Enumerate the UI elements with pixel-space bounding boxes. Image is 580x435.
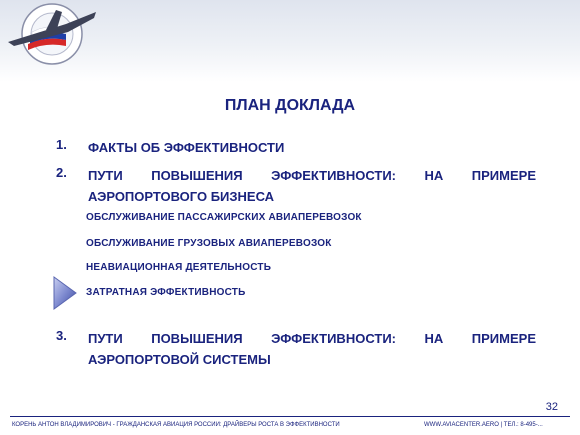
agenda-item-2 — [56, 165, 536, 209]
slide-title: ПЛАН ДОКЛАДА — [224, 97, 356, 114]
agenda-item-1 — [56, 137, 536, 159]
subitem-passenger: ОБСЛУЖИВАНИЕ ПАССАЖИРСКИХ АВИАПЕРЕВОЗОК — [86, 212, 362, 223]
subitem-non-aviation: НЕАВИАЦИОННАЯ ДЕЯТЕЛЬНОСТЬ — [86, 262, 272, 273]
footer-author: КОРЕНЬ АНТОН ВЛАДИМИРОВИЧ - ГРАЖДАНСКАЯ АВИАЦИЯ РОССИИ: ДРАЙВЕРЫ РОСТА В ЭФФЕКТИВНОСТИ — [12, 422, 340, 428]
agenda-item-number: 2. — [56, 165, 67, 180]
agenda-item-number: 3. — [56, 328, 67, 343]
agenda-item-text: ПУТИ ПОВЫШЕНИЯ ЭФФЕКТИВНОСТИ: НА ПРИМЕРЕ АЭРОПОРТОВОЙ СИСТЕМЫ — [88, 331, 536, 367]
agenda-item-number: 1. — [56, 137, 67, 152]
agenda-item-text: ПУТИ ПОВЫШЕНИЯ ЭФФЕКТИВНОСТИ: НА ПРИМЕРЕ АЭРОПОРТОВОГО БИЗНЕСА — [88, 168, 536, 204]
subitem-cargo: ОБСЛУЖИВАНИЕ ГРУЗОВЫХ АВИАПЕРЕВОЗОК — [86, 238, 332, 249]
agenda-item-3 — [56, 328, 536, 372]
page-number: 32 — [545, 401, 558, 413]
subitem-cost-efficiency: ЗАТРАТНАЯ ЭФФЕКТИВНОСТЬ — [86, 287, 246, 298]
aircraft-flag-logo-icon — [6, 2, 98, 66]
footer-divider — [10, 416, 570, 417]
footer-contact: WWW.AVIACENTER.AERO | ТЕЛ.: 8-495-... — [424, 422, 543, 428]
agenda-item-text: ФАКТЫ ОБ ЭФФЕКТИВНОСТИ — [88, 140, 285, 155]
triangle-pointer-icon — [52, 275, 78, 311]
